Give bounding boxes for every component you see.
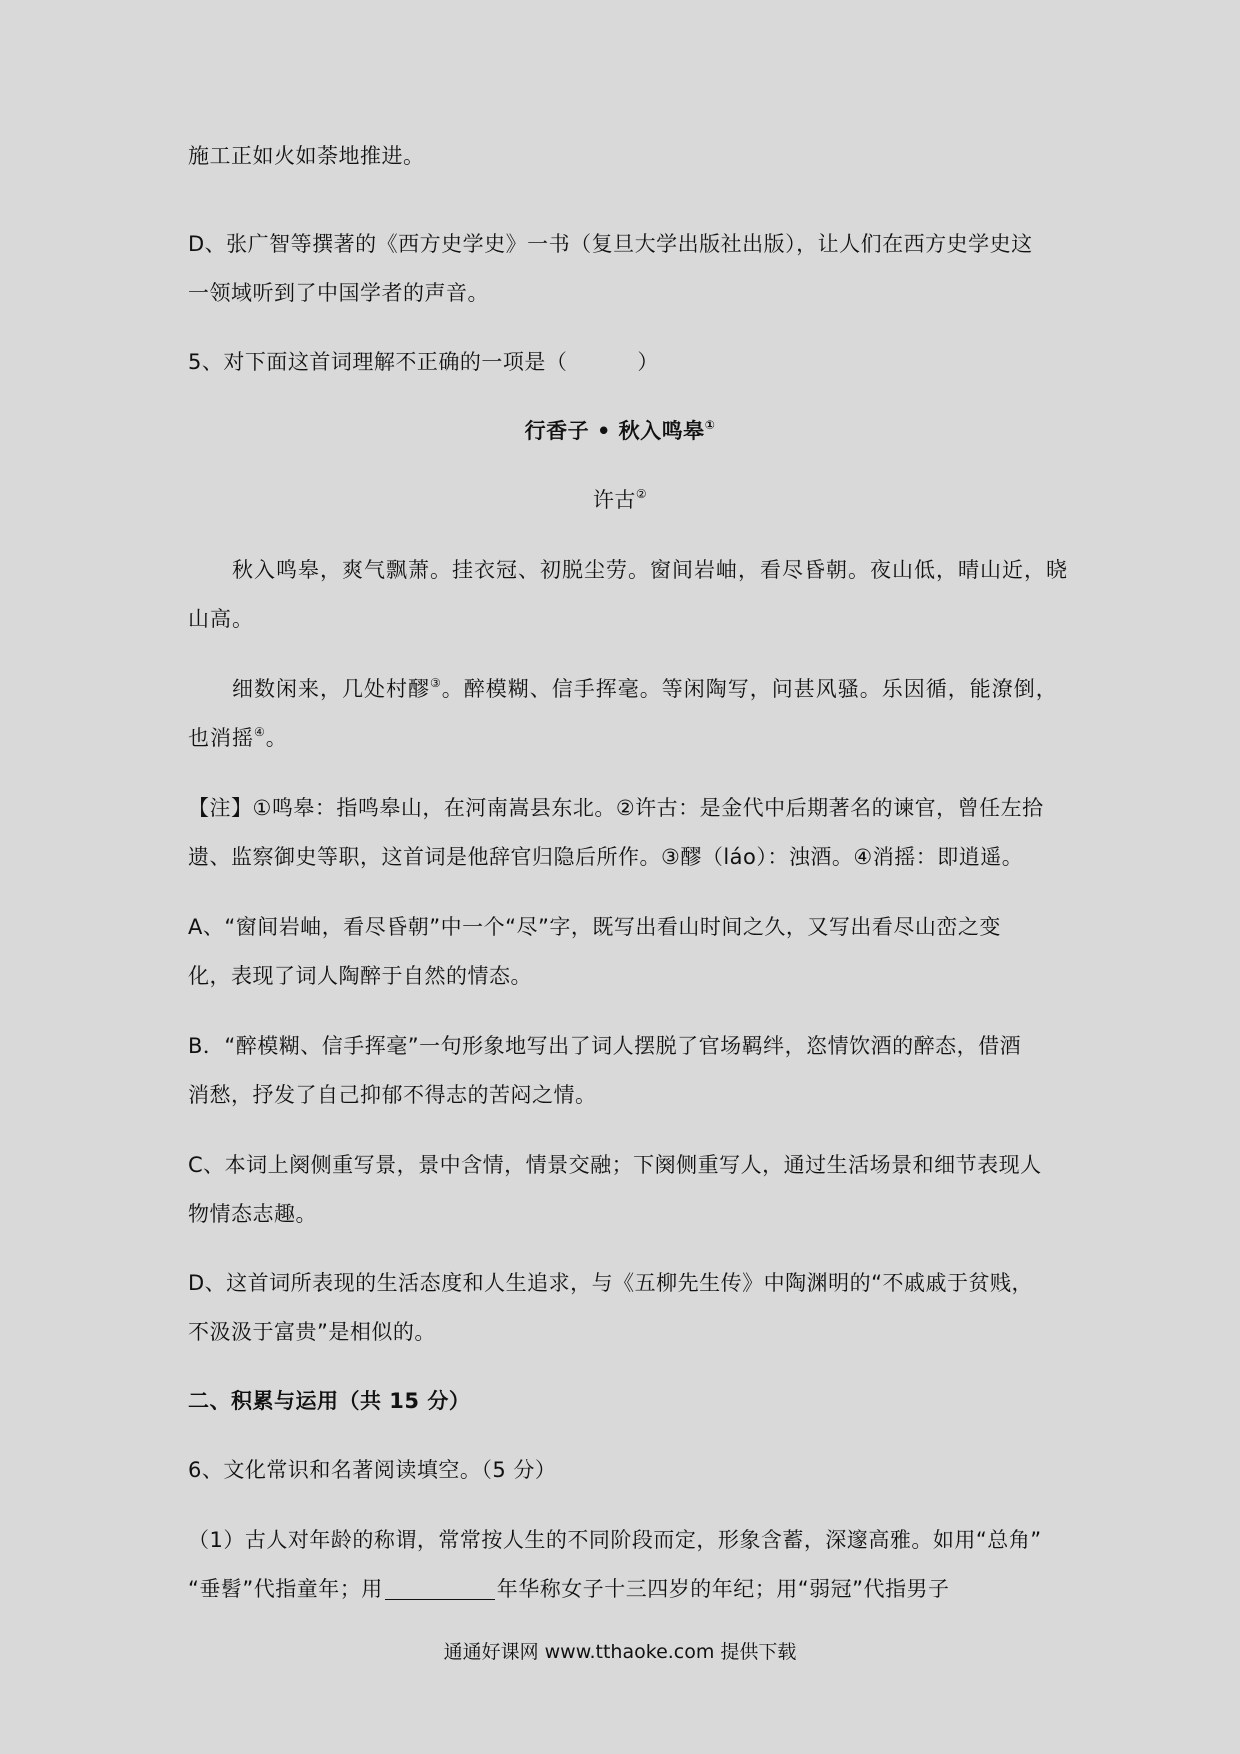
question-5 [188,347,659,377]
poem-author [0,485,1240,515]
question-5-close: ） [637,350,659,374]
poem-stanza-2-line-2 [188,723,288,753]
footnote-marker: ④ [254,725,266,739]
poem-stanza-1-line-1: 秋入鸣皋，爽气飘萧。挂衣冠、初脱尘劳。窗间岩岫，看尽昏朝。夜山低，晴山近，晓 [232,558,1068,582]
option-b-line-2: 消愁，抒发了自己抑郁不得志的苦闷之情。 [188,1083,597,1107]
poem-title [0,416,1240,446]
poem-text: 。醉模糊、信手挥毫。等闲陶写，问甚风骚。乐因循，能潦倒， [441,677,1058,701]
footnote-marker: ② [635,487,648,501]
footnote-marker: ③ [430,676,442,690]
footnote-marker: ① [704,418,716,432]
option-d-line-1: D、这首词所表现的生活态度和人生追求，与《五柳先生传》中陶渊明的“不戚戚于贫贱， [188,1271,1034,1295]
option-c-line-2: 物情态志趣。 [188,1202,317,1226]
fill-in-blank[interactable] [385,1577,495,1600]
poem-stanza-2-line-1 [232,674,1058,704]
option-a-line-1: A、“窗间岩岫，看尽昏朝”中一个“尽”字，既写出看山时间之久，又写出看尽山峦之变 [188,915,1001,939]
question-6-1-line-1: （1）古人对年龄的称谓，常常按人生的不同阶段而定，形象含蓄，深邃高雅。如用“总角” [188,1528,1042,1552]
question-text: “垂髫”代指童年；用 [188,1577,383,1601]
poem-author-text: 许古 [592,488,636,512]
option-c-line-1: C、本词上阕侧重写景，景中含情，情景交融；下阕侧重写人，通过生活场景和细节表现人 [188,1153,1042,1177]
poem-title-text: 行香子 • 秋入鸣皋 [524,419,705,443]
poem-stanza-1-line-2: 山高。 [188,607,254,631]
poem-text: 细数闲来，几处村醪 [232,677,430,701]
question-6-1-line-2 [188,1574,950,1604]
note-line-2: 遗、监察御史等职，这首词是他辞官归隐后所作。③醪（láo）：浊酒。④消摇：即逍遥。 [188,845,1024,869]
poem-text: 。 [265,726,288,750]
note-line-1: 【注】①鸣皋：指鸣皋山，在河南嵩县东北。②许古：是金代中后期著名的谏官，曾任左拾 [188,796,1044,820]
text-line: 施工正如火如荼地推进。 [188,144,425,168]
poem-text: 也消摇 [188,726,254,750]
question-5-text: 5、对下面这首词理解不正确的一项是（ [188,350,568,374]
option-d-line-2: 一领域听到了中国学者的声音。 [188,281,489,305]
option-a-line-2: 化，表现了词人陶醉于自然的情态。 [188,964,532,988]
question-6: 6、文化常识和名著阅读填空。（5 分） [188,1458,557,1482]
page-footer: 通通好课网 www.tthaoke.com 提供下载 [443,1641,797,1663]
option-d-line-2: 不汲汲于富贵”是相似的。 [188,1320,436,1344]
option-b-line-1: B．“醉模糊、信手挥毫”一句形象地写出了词人摆脱了官场羁绊，恣情饮酒的醉态，借酒 [188,1034,1022,1058]
section-heading: 二、积累与运用（共 15 分） [188,1389,471,1413]
question-text: 年华称女子十三四岁的年纪；用“弱冠”代指男子 [496,1577,950,1601]
option-d-line-1: D、张广智等撰著的《西方史学史》一书（复旦大学出版社出版），让人们在西方史学史这 [188,232,1033,256]
